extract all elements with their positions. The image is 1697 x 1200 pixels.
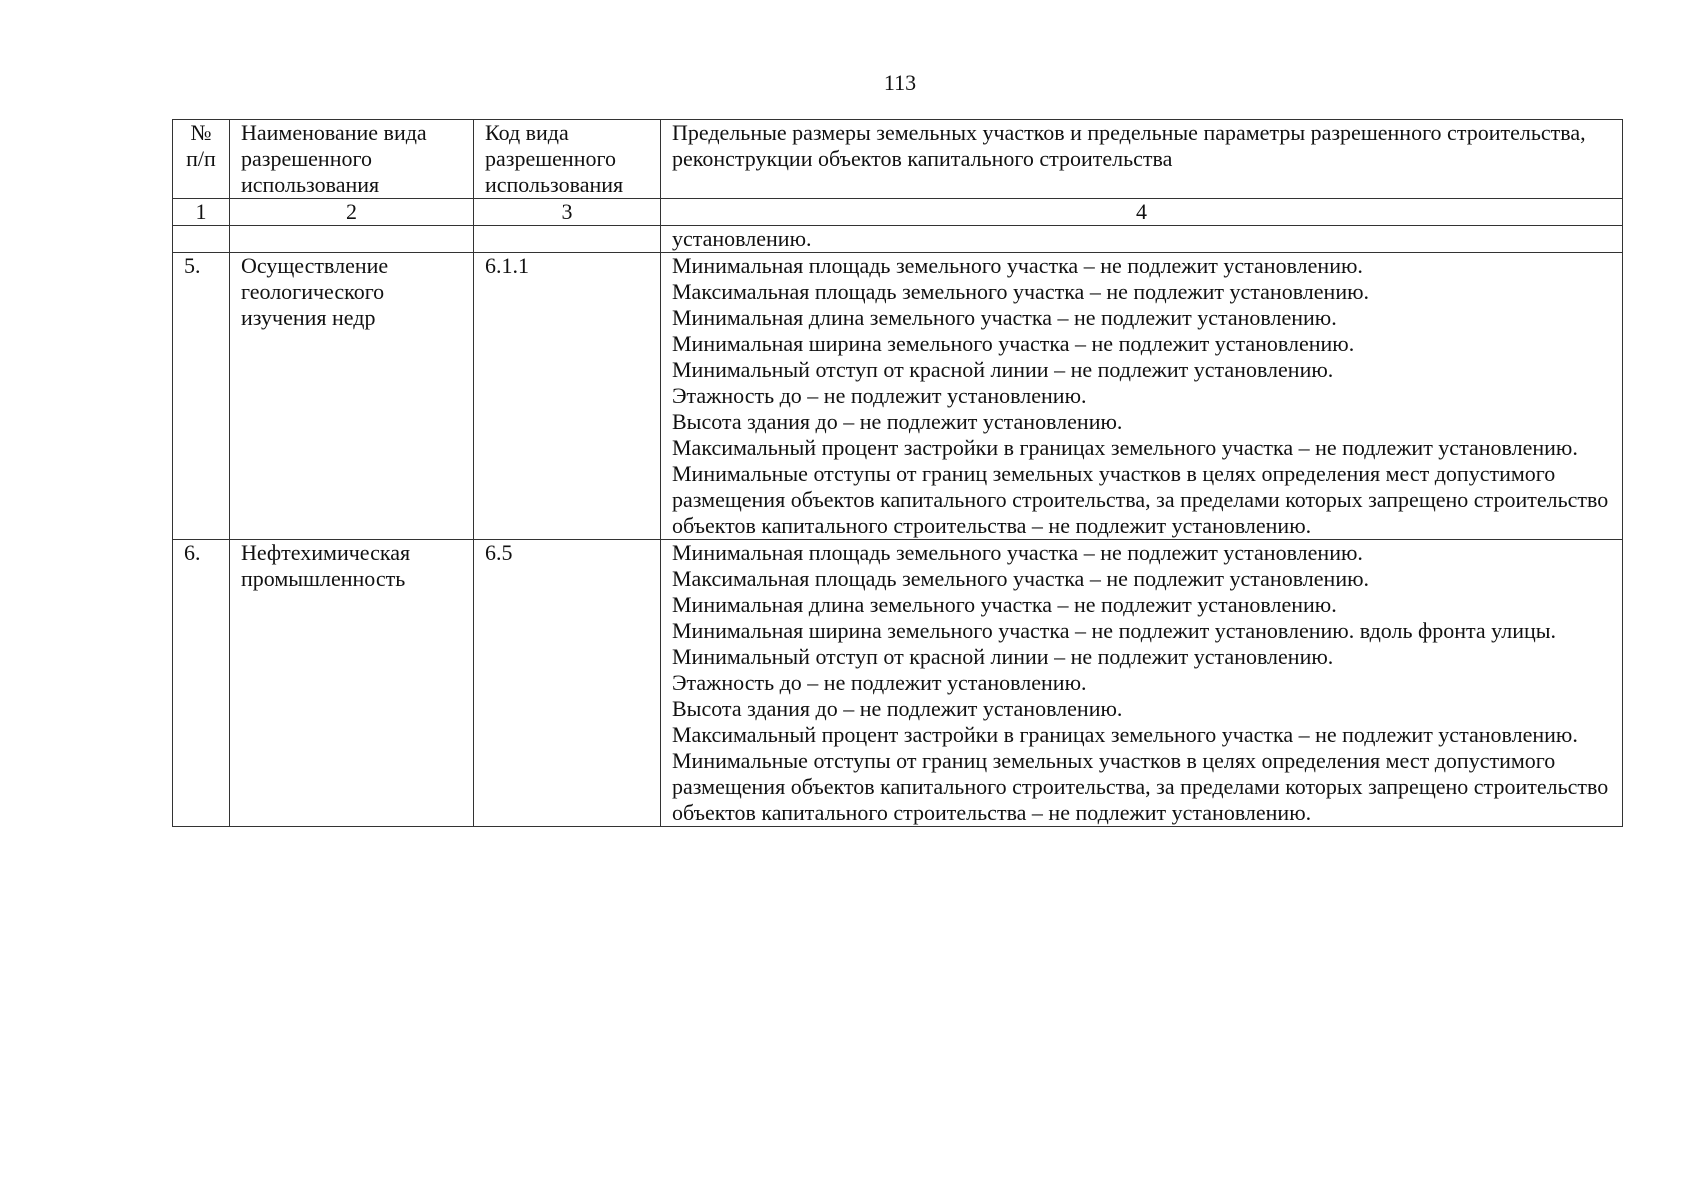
param-line: Максимальная площадь земельного участка – не подлежит установлению. (672, 566, 1370, 591)
row-params (661, 540, 1623, 827)
header-cell-params: Предельные размеры земельных участков и предельные параметры разрешенного строительства, реконструкции объектов капитального строительства (661, 120, 1623, 199)
continuation-empty-cell (474, 226, 661, 253)
param-line: Минимальная площадь земельного участка – не подлежит установлению. (672, 540, 1363, 565)
row-use-name: Нефтехимическая промышленность (230, 540, 474, 827)
param-line: Высота здания до – не подлежит установлению. (672, 409, 1123, 434)
continuation-empty-cell (173, 226, 230, 253)
row-use-code: 6.5 (474, 540, 661, 827)
header-cell-name: Наименование вида разрешенного использования (230, 120, 474, 199)
row-use-name: Осуществление геологического изучения недр (230, 253, 474, 540)
param-line: Минимальная ширина земельного участка – не подлежит установлению. вдоль фронта улицы. (672, 618, 1557, 643)
continuation-empty-cell (230, 226, 474, 253)
param-line: Минимальная ширина земельного участка – не подлежит установлению. (672, 331, 1355, 356)
row-number: 5. (173, 253, 230, 540)
header-cell-code: Код вида разрешенного использования (474, 120, 661, 199)
page-number: 113 (883, 70, 917, 95)
param-line: Этажность до – не подлежит установлению. (672, 383, 1087, 408)
param-line: Минимальные отступы от границ земельных участков в целях определения мест допустимого размещения объектов капитального строительства, за пределами которых запрещено строительство объектов капитального строительства – не подлежит установлению. (672, 748, 1609, 825)
param-line: Высота здания до – не подлежит установлению. (672, 696, 1123, 721)
param-line: Минимальная длина земельного участка – не подлежит установлению. (672, 592, 1337, 617)
param-line: Этажность до – не подлежит установлению. (672, 670, 1087, 695)
column-number-row (173, 199, 1623, 226)
header-cell-number: № п/п (173, 120, 230, 199)
column-number-4: 4 (661, 199, 1623, 226)
column-number-2: 2 (230, 199, 474, 226)
continuation-row (173, 226, 1623, 253)
param-line: Минимальные отступы от границ земельных участков в целях определения мест допустимого размещения объектов капитального строительства, за пределами которых запрещено строительство объектов капитального строительства – не подлежит установлению. (672, 461, 1609, 538)
param-line: Минимальный отступ от красной линии – не подлежит установлению. (672, 357, 1334, 382)
zoning-table (172, 119, 1623, 827)
param-line: Максимальный процент застройки в границах земельного участка – не подлежит установлению. (672, 722, 1578, 747)
table-row (173, 540, 1623, 827)
column-number-1: 1 (173, 199, 230, 226)
row-number: 6. (173, 540, 230, 827)
param-line: Максимальная площадь земельного участка – не подлежит установлению. (672, 279, 1370, 304)
row-use-code: 6.1.1 (474, 253, 661, 540)
table-header-row (173, 120, 1623, 199)
param-line: Максимальный процент застройки в границах земельного участка – не подлежит установлению. (672, 435, 1578, 460)
param-line: Минимальный отступ от красной линии – не подлежит установлению. (672, 644, 1334, 669)
param-line: Минимальная площадь земельного участка – не подлежит установлению. (672, 253, 1363, 278)
continuation-text: установлению. (661, 226, 1623, 253)
table-row (173, 253, 1623, 540)
row-params (661, 253, 1623, 540)
param-line: Минимальная длина земельного участка – не подлежит установлению. (672, 305, 1337, 330)
column-number-3: 3 (474, 199, 661, 226)
